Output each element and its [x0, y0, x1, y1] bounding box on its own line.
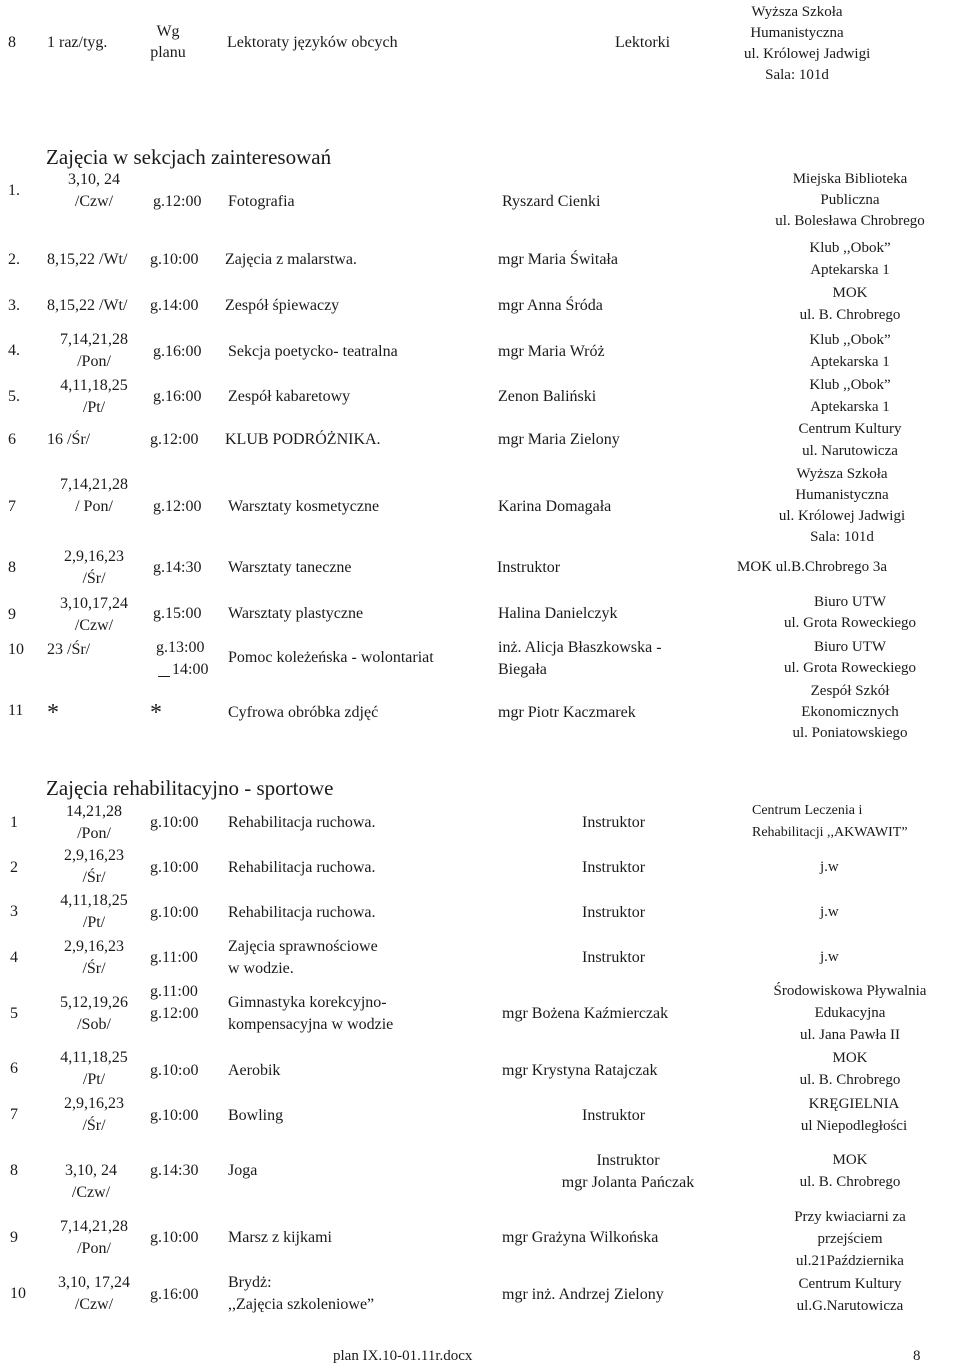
row-place: ul.21Października — [796, 1253, 904, 1269]
row-days: 2,9,16,23 — [64, 1095, 124, 1112]
row-activity: Gimnastyka korekcyjno- — [228, 994, 387, 1011]
row-time: g.12:00 — [153, 193, 202, 210]
row-number: 5 — [10, 1005, 18, 1022]
row-number: 6 — [8, 431, 16, 448]
row-activity: w wodzie. — [228, 960, 294, 977]
row-days: /Pon/ — [77, 353, 111, 370]
row-number: 5. — [8, 388, 20, 405]
row-number: 1. — [8, 182, 20, 199]
row-days: /Pt/ — [82, 914, 106, 931]
row-days: /Śr/ — [82, 869, 106, 886]
row-number: 2 — [10, 859, 18, 876]
section-title: Zajęcia rehabilitacyjno - sportowe — [46, 776, 334, 800]
row-activity: Fotografia — [228, 193, 295, 210]
row-number: 4. — [8, 342, 20, 359]
row-place: j.w — [820, 859, 839, 875]
row-number: 1 — [10, 814, 18, 831]
row-number: 8 — [8, 34, 16, 51]
row-number: 11 — [8, 702, 24, 719]
row-place: Aptekarska 1 — [810, 262, 890, 278]
row-days: /Czw/ — [74, 193, 114, 210]
row-number: 2. — [8, 251, 20, 268]
row-days: 23 /Śr/ — [47, 641, 91, 658]
row-activity: Zajęcia sprawnościowe — [228, 938, 378, 955]
row-days: /Czw/ — [74, 1296, 114, 1313]
row-days: 4,11,18,25 — [60, 892, 128, 909]
row-activity: kompensacyjna w wodzie — [228, 1016, 394, 1033]
row-number: 7 — [10, 1106, 18, 1123]
row-time: g.12:00 — [153, 498, 202, 515]
row-place: przejściem — [817, 1231, 883, 1247]
row-place: ul. Narutowicza — [802, 443, 898, 459]
row-days: / Pon/ — [75, 498, 113, 515]
row-place: ul. Grota Roweckiego — [783, 615, 917, 631]
row-place: MOK — [832, 1152, 868, 1168]
row-leader: Karina Domagała — [498, 498, 612, 515]
row-number: 3. — [8, 297, 20, 314]
row-activity: Zespół śpiewaczy — [225, 297, 340, 314]
row-place: ul. Poniatowskiego — [792, 725, 908, 741]
row-leader: mgr Maria Zielony — [498, 431, 620, 448]
row-place: ul. B. Chrobrego — [799, 1174, 901, 1190]
row-place: Sala: 101d — [810, 529, 874, 545]
row-days: /Czw/ — [71, 1184, 111, 1201]
row-number: 9 — [10, 1229, 18, 1246]
row-days: 16 /Śr/ — [47, 431, 91, 448]
row-place: Ekonomicznych — [801, 704, 899, 720]
row-time: 14:00 — [172, 661, 209, 678]
row-place: Centrum Kultury — [798, 421, 902, 437]
row-days: 7,14,21,28 — [60, 1218, 128, 1235]
row-leader: Instruktor — [582, 1107, 646, 1124]
row-place: ul. B. Chrobrego — [799, 307, 901, 323]
row-time: g.15:00 — [153, 605, 202, 622]
row-number: 8 — [8, 559, 16, 576]
row-activity: Lektoraty języków obcych — [227, 34, 398, 51]
row-time: g.10:00 — [150, 859, 199, 876]
row-place: ul. Grota Roweckiego — [783, 660, 917, 676]
row-leader: Instruktor — [582, 949, 646, 966]
row-days: /Pt/ — [82, 1071, 106, 1088]
row-place: Edukacyjna — [814, 1005, 886, 1021]
row-number: 10 — [10, 1285, 26, 1302]
row-place: Wyższa Szkoła — [796, 466, 888, 482]
row-place: KRĘGIELNIA — [808, 1096, 900, 1112]
row-place: ul Niepodległości — [800, 1118, 908, 1134]
row-leader: Halina Danielczyk — [498, 605, 618, 622]
row-leader: Zenon Baliński — [498, 388, 597, 405]
row-time: g.11:00 — [150, 949, 198, 966]
row-place: ul. Jana Pawła II — [800, 1027, 900, 1043]
row-place: Klub ,,Obok” — [809, 332, 891, 348]
row-time: g.10:o0 — [150, 1062, 199, 1079]
row-place: MOK ul.B.Chrobrego 3a — [737, 559, 887, 575]
row-leader: mgr Grażyna Wilkońska — [502, 1229, 659, 1246]
row-place: Przy kwiaciarni za — [794, 1209, 906, 1225]
row-days: 4,11,18,25 — [60, 1049, 128, 1066]
row-place: Publiczna — [820, 192, 880, 208]
row-days: 7,14,21,28 — [60, 476, 128, 493]
row-leader: Ryszard Cienki — [502, 193, 601, 210]
row-leader: mgr Piotr Kaczmarek — [498, 704, 636, 721]
row-days: 1 raz/tyg. — [47, 34, 108, 51]
row-leader: mgr Krystyna Ratajczak — [502, 1062, 658, 1079]
row-place: Rehabilitacji ,,AKWAWIT” — [752, 825, 908, 840]
row-time: g.16:00 — [150, 1286, 199, 1303]
row-place: MOK — [832, 285, 868, 301]
section-title: Zajęcia w sekcjach zainteresowań — [46, 145, 332, 169]
row-time: g.10:00 — [150, 1107, 199, 1124]
row-days: 3,10, 24 — [68, 171, 120, 188]
row-activity: KLUB PODRÓŻNIKA. — [225, 431, 381, 448]
row-place: j.w — [820, 904, 839, 920]
row-days: 2,9,16,23 — [64, 938, 124, 955]
row-number: 10 — [8, 641, 24, 658]
row-days: 7,14,21,28 — [60, 331, 128, 348]
row-leader: mgr Jolanta Pańczak — [561, 1174, 695, 1191]
row-days: /Pon/ — [77, 825, 111, 842]
row-days: 2,9,16,23 — [64, 548, 124, 565]
row-time: g.14:00 — [150, 297, 199, 314]
row-place: Klub ,,Obok” — [809, 240, 891, 256]
row-number: 4 — [10, 949, 18, 966]
row-time: * — [150, 700, 162, 726]
row-time: g.10:00 — [150, 251, 199, 268]
row-activity: Joga — [228, 1162, 258, 1179]
row-leader: mgr Maria Świtała — [498, 251, 618, 268]
row-time: g.12:00 — [150, 431, 199, 448]
row-activity: Rehabilitacja ruchowa. — [228, 814, 376, 831]
row-days: 8,15,22 /Wt/ — [47, 297, 128, 314]
row-time: g.13:00 — [156, 639, 205, 656]
row-activity: Bowling — [228, 1107, 284, 1124]
row-leader: Instruktor — [596, 1152, 660, 1169]
row-activity: Zajęcia z malarstwa. — [225, 251, 357, 268]
row-days: 8,15,22 /Wt/ — [47, 251, 128, 268]
row-time: g.10:00 — [150, 1229, 199, 1246]
row-days: /Śr/ — [82, 1117, 106, 1134]
row-days: 14,21,28 — [66, 803, 122, 820]
row-activity: Pomoc koleżeńska - wolontariat — [228, 649, 434, 666]
row-activity: Brydż: — [228, 1274, 272, 1291]
row-leader: mgr Anna Śróda — [498, 297, 603, 314]
row-activity: Sekcja poetycko- teatralna — [228, 343, 398, 360]
time-range-dash — [158, 676, 170, 677]
row-number: 6 — [10, 1060, 18, 1077]
row-days: 2,9,16,23 — [64, 847, 124, 864]
row-days: 3,10, 24 — [65, 1162, 117, 1179]
row-days: 3,10, 17,24 — [58, 1274, 130, 1291]
row-place: Biuro UTW — [813, 639, 887, 655]
row-place: Aptekarska 1 — [810, 399, 890, 415]
row-leader: mgr Maria Wróż — [498, 343, 605, 360]
row-place: Humanistyczna — [795, 487, 889, 503]
row-time: planu — [150, 44, 186, 61]
row-place: Klub ,,Obok” — [809, 377, 891, 393]
row-days: /Śr/ — [82, 960, 106, 977]
row-place: MOK — [832, 1050, 868, 1066]
row-time: g.14:30 — [153, 559, 202, 576]
row-place: Wyższa Szkoła — [751, 4, 843, 20]
row-place: ul.G.Narutowicza — [796, 1298, 904, 1314]
row-activity: Cyfrowa obróbka zdjęć — [228, 704, 379, 721]
footer-page-number: 8 — [913, 1348, 921, 1364]
row-activity: Warsztaty plastyczne — [228, 605, 364, 622]
row-number: 8 — [10, 1162, 18, 1179]
row-days: 5,12,19,26 — [60, 994, 128, 1011]
row-time: Wg — [156, 23, 180, 40]
row-days: /Sob/ — [77, 1016, 111, 1033]
row-leader: Instruktor — [582, 814, 646, 831]
row-time: g.10:00 — [150, 904, 199, 921]
footer-filename: plan IX.10-01.11r.docx — [333, 1348, 473, 1364]
row-place: Biuro UTW — [813, 594, 887, 610]
row-activity: Aerobik — [228, 1062, 281, 1079]
row-leader: mgr Bożena Kaźmierczak — [502, 1005, 669, 1022]
row-place: Centrum Kultury — [798, 1276, 902, 1292]
row-place: Środowiskowa Pływalnia — [773, 983, 927, 999]
row-place: j.w — [820, 949, 839, 965]
row-time: g.10:00 — [150, 814, 199, 831]
row-activity: Rehabilitacja ruchowa. — [228, 859, 376, 876]
row-leader: mgr inż. Andrzej Zielony — [502, 1286, 664, 1303]
row-activity: ,,Zajęcia szkoleniowe” — [228, 1296, 375, 1313]
row-activity: Zespół kabaretowy — [228, 388, 351, 405]
row-place: ul. B. Chrobrego — [799, 1072, 901, 1088]
row-time: g.16:00 — [153, 388, 202, 405]
row-days: /Śr/ — [82, 570, 106, 587]
row-leader: inż. Alicja Błaszkowska - — [498, 639, 662, 656]
row-days: 3,10,17,24 — [60, 595, 128, 612]
row-place: Sala: 101d — [765, 67, 829, 83]
row-place: Centrum Leczenia i — [752, 803, 863, 818]
row-place: Aptekarska 1 — [810, 354, 890, 370]
row-activity: Warsztaty kosmetyczne — [228, 498, 380, 515]
row-days: 4,11,18,25 — [60, 377, 128, 394]
row-days: * — [47, 700, 59, 726]
row-place: Humanistyczna — [750, 25, 844, 41]
row-time: g.16:00 — [153, 343, 202, 360]
row-place: ul. Bolesława Chrobrego — [775, 213, 925, 229]
row-number: 7 — [8, 498, 16, 515]
row-place: Zespół Szkół — [810, 683, 890, 699]
row-place: ul. Królowej Jadwigi — [744, 46, 871, 62]
row-place: ul. Królowej Jadwigi — [778, 508, 906, 524]
row-activity: Marsz z kijkami — [228, 1229, 332, 1246]
row-time: g.12:00 — [150, 1005, 199, 1022]
row-leader: Instruktor — [497, 559, 561, 576]
row-time: g.14:30 — [150, 1162, 199, 1179]
row-time: g.11:00 — [150, 983, 198, 1000]
row-activity: Warsztaty taneczne — [228, 559, 352, 576]
row-number: 9 — [8, 606, 16, 623]
row-activity: Rehabilitacja ruchowa. — [228, 904, 376, 921]
row-days: /Pt/ — [82, 399, 106, 416]
row-place: Miejska Biblioteka — [792, 171, 908, 187]
row-days: /Pon/ — [77, 1240, 111, 1257]
row-leader: Instruktor — [582, 859, 646, 876]
row-leader: Instruktor — [582, 904, 646, 921]
row-leader: Lektorki — [615, 34, 671, 51]
row-days: /Czw/ — [74, 617, 114, 634]
row-leader: Biegała — [498, 661, 547, 678]
row-number: 3 — [10, 903, 18, 920]
